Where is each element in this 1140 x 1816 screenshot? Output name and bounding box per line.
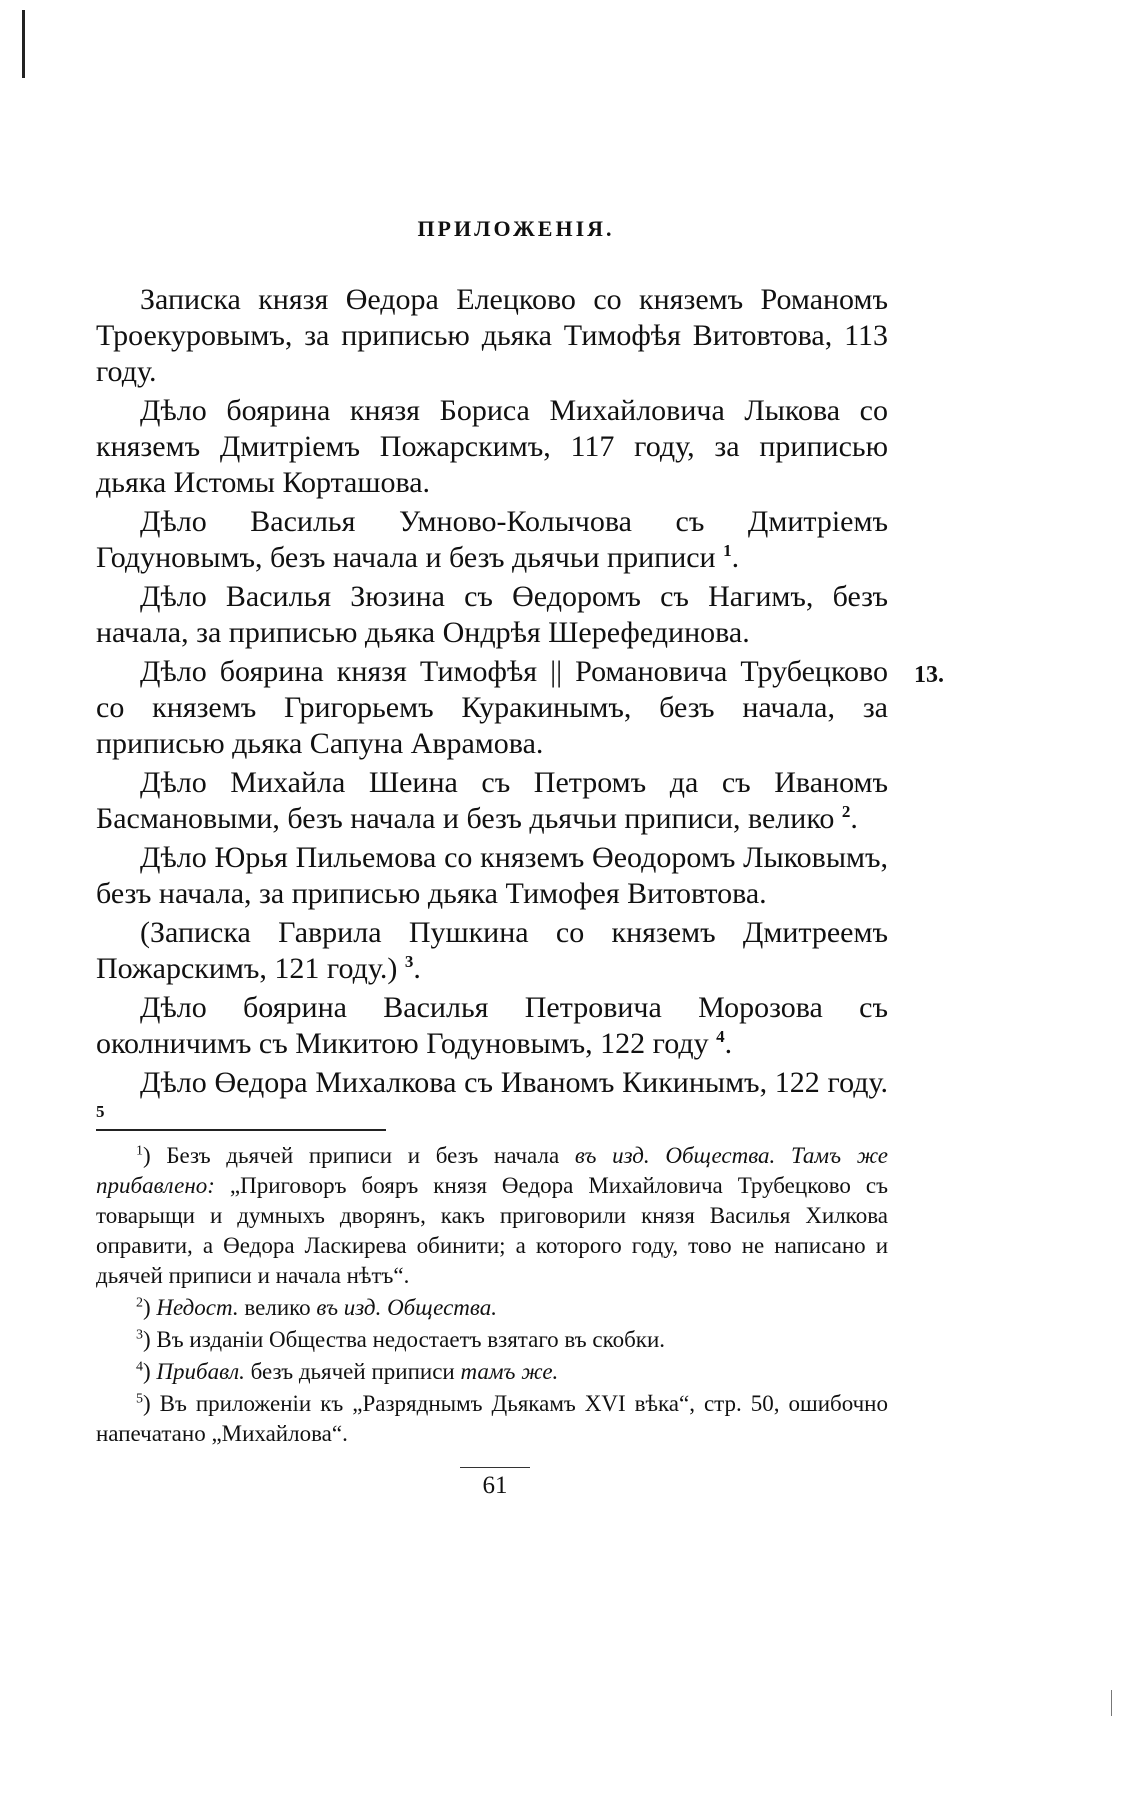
footnote (96, 1357, 888, 1387)
footnote-divider (96, 1129, 386, 1131)
footnote-text: ) (143, 1295, 157, 1320)
footnote (96, 1141, 888, 1291)
footnote-number: 5 (136, 1391, 143, 1407)
footnote-italic-text: Прибавл. (156, 1359, 245, 1384)
footnote-number: 1 (136, 1143, 143, 1159)
footnote (96, 1293, 888, 1323)
entry: Дѣло Юрья Пильемова со княземъ Өеодоромъ Лыковымъ, безъ начала, за приписью дьяка Тимофея Витовтова. (96, 841, 888, 910)
footnote-italic-text: Недост. (156, 1295, 239, 1320)
footnote (96, 1325, 888, 1355)
entry: Дѣло боярина Василья Петровича Морозова съ околничимъ съ Микитою Годуновымъ, 122 году $^4$. (96, 991, 888, 1060)
footnote-ref[interactable]: 1 (723, 541, 732, 560)
footnote-italic-text: тамъ же. (460, 1359, 559, 1384)
entry: Дѣло Михайла Шеина съ Петромъ да съ Иваномъ Басмановыми, безъ начала и безъ дьячьи приписи, велико $^2$. (96, 766, 888, 835)
footnote-italic-text: въ изд. Общества. (316, 1295, 497, 1320)
footnote (96, 1389, 888, 1449)
footnote-ref[interactable]: 2 (841, 802, 851, 821)
page-number-rule (460, 1467, 530, 1468)
footnote-ref[interactable]: 3 (404, 952, 414, 971)
footnote-text: ) (143, 1359, 157, 1384)
footnote-text: велико (238, 1295, 317, 1320)
entry: Дѣло Василья Умново-Колычова съ Дмитріемъ Годуновымъ, безъ начала и безъ дьячьи приписи $^1$. (96, 505, 888, 574)
scan-edge-mark-bottom (1111, 1690, 1112, 1716)
footnote-text: ) Въ приложеніи къ „Разряднымъ Дьякамъ XVI вѣка“, стр. 50, ошибочно напечатано „Михайлова“. (96, 1391, 888, 1446)
entry: Дѣло боярина князя Тимофѣя || Романовича Трубецково со княземъ Григорьемъ Куракинымъ, безъ начала, за приписью дьяка Сапуна Аврамова. 13. (96, 655, 944, 760)
footnote-number: 4 (136, 1359, 143, 1375)
entry: Записка князя Өедора Елецково со княземъ Романомъ Троекуровымъ, за приписью дьяка Тимофѣя Витовтова, 113 году. (96, 283, 888, 388)
body-text (96, 282, 944, 1140)
entry: Дѣло Өедора Михалкова съ Иваномъ Кикинымъ, 122 году. $^5$ (96, 1066, 888, 1121)
footnote-number: 2 (136, 1295, 143, 1311)
footnote-text: ) Безъ дьячей приписи и безъ начала (143, 1143, 575, 1168)
footnote-ref[interactable]: 4 (716, 1027, 725, 1046)
entry: Дѣло боярина князя Бориса Михайловича Лыкова со княземъ Дмитріемъ Пожарскимъ, 117 году, за приписью дьяка Истомы Корташова. (96, 394, 888, 499)
footnote-text: безъ дьячей приписи (244, 1359, 461, 1384)
footnote-text: „Приговоръ бояръ князя Өедора Михайловича Трубецково съ товарыщи и думныхъ дворянъ, какъ приговорили князя Василья Хилкова оправити, а Өедора Ласкирева обинити; а которого году, тово не написано и дьячей приписи и начала нѣтъ“. (96, 1173, 888, 1288)
footnote-ref[interactable]: 5 (96, 1102, 105, 1121)
margin-folio-note: 13. (914, 662, 944, 688)
entry: (Записка Гаврила Пушкина со княземъ Дмитреемъ Пожарскимъ, 121 году.) $^3$. (96, 916, 888, 985)
footnote-text: ) Въ изданіи Общества недостаетъ взятаго въ скобки. (143, 1327, 666, 1352)
entry: Дѣло Василья Зюзина съ Өедоромъ съ Нагимъ, безъ начала, за приписью дьяка Ондрѣя Шерефединова. (96, 580, 888, 649)
footnote-italic-text: въ изд. Общества. Тамъ же прибавлено: (96, 1143, 888, 1198)
footnote-number: 3 (136, 1327, 143, 1343)
page-number: 61 (482, 1472, 508, 1499)
scan-edge-mark (22, 10, 25, 78)
footnotes (96, 1141, 888, 1451)
page-header: ПРИЛОЖЕНІЯ. (417, 216, 615, 241)
